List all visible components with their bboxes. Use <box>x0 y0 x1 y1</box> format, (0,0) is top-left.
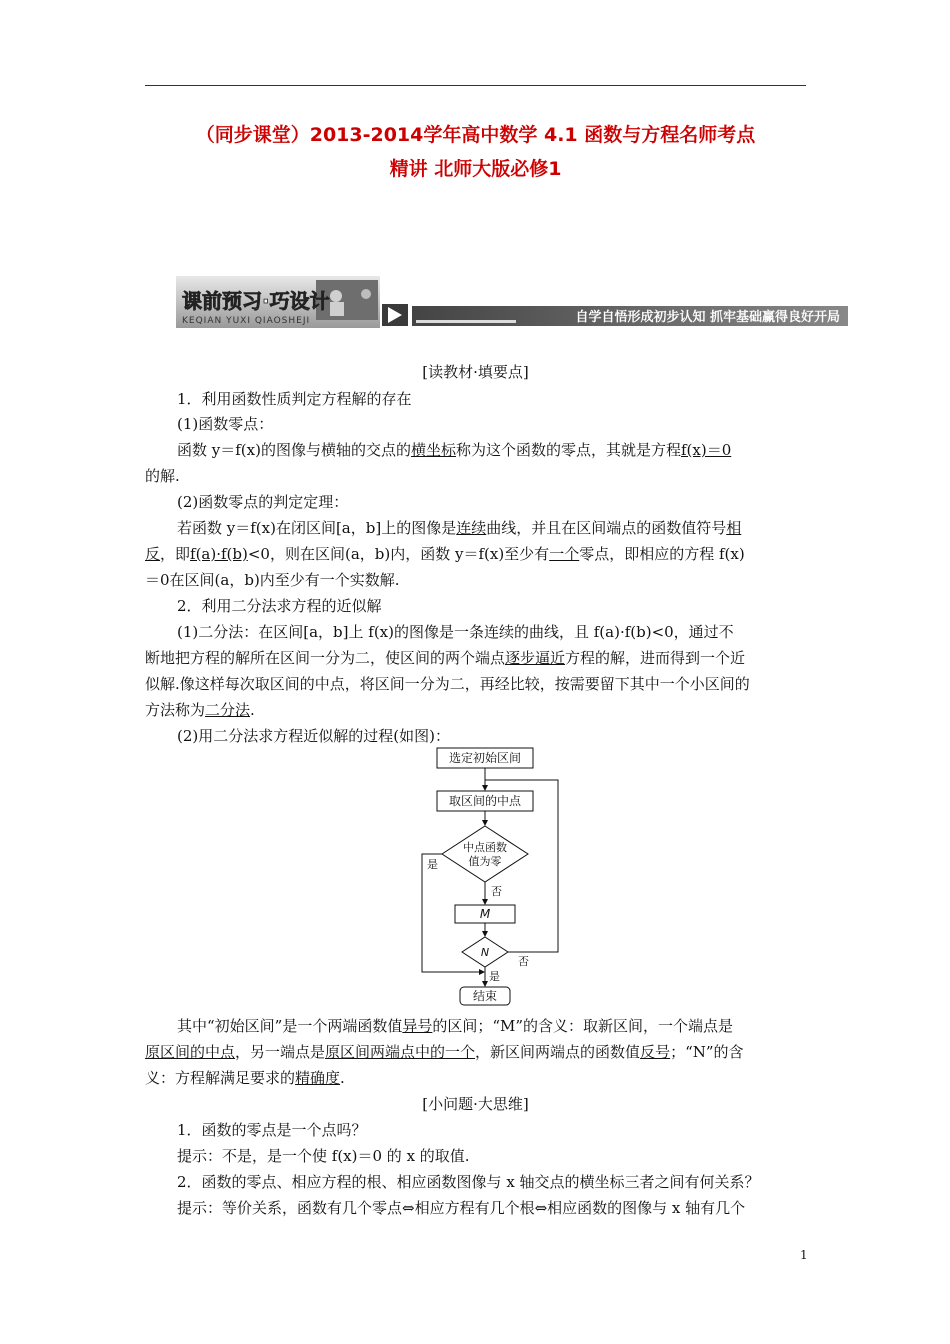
para-2-line2: 反，即f(a)·f(b)<0，则在区间(a，b)内，函数 y＝f(x)至少有一个零点，即相应的方程 f(x) <box>145 545 745 563</box>
banner-slogan: 自学自悟形成初步认知 抓牢基础赢得良好开局 <box>575 310 840 325</box>
blank-opposite-b: 反 <box>145 545 161 563</box>
para-4-line2: 原区间的中点，另一端点是原区间两端点中的一个，新区间两端点的函数值反号；“N”的含 <box>145 1043 744 1061</box>
flow-no-2: 否 <box>518 955 529 968</box>
blank-opposite-sign: 反号 <box>640 1043 671 1061</box>
blank-midpoint: 原区间的中点 <box>145 1043 236 1061</box>
blank-opposite-a: 相 <box>726 519 742 537</box>
doc-title-line2: 精讲 北师大版必修1 <box>389 158 562 180</box>
blank-horizontal-coord: 横坐标 <box>410 441 456 459</box>
flow-yes-2: 是 <box>489 970 500 983</box>
flow-yes-1: 是 <box>427 858 438 871</box>
flow-m-label: M <box>479 907 491 921</box>
item-2: 2．利用二分法求方程的近似解 <box>177 597 382 615</box>
sub-3: (2)用二分法求方程近似解的过程(如图)： <box>177 727 450 745</box>
answer-1: 提示：不是，是一个使 f(x)＝0 的 x 的取值. <box>177 1147 470 1165</box>
bisection-flowchart <box>410 744 570 1010</box>
para-1-line2: 的解. <box>145 467 180 485</box>
flow-decision-line1: 中点函数 <box>463 841 507 854</box>
sub-2: (2)函数零点的判定定理： <box>177 493 349 511</box>
flow-end-label: 结束 <box>472 989 498 1003</box>
doc-title-line1: （同步课堂）2013-2014学年高中数学 4.1 函数与方程名师考点 <box>195 124 756 146</box>
para-2-line3: ＝0在区间(a，b)内至少有一个实数解. <box>145 571 400 589</box>
blank-approach: 逐步逼近 <box>505 649 566 667</box>
para-2-line1: 若函数 y＝f(x)在闭区间[a，b]上的图像是连续曲线，并且在区间端点的函数值符号相 <box>177 519 742 537</box>
flow-no-1: 否 <box>491 885 502 898</box>
flow-decision-zero <box>442 826 528 882</box>
blank-continuous: 连续 <box>456 519 487 537</box>
header-rule <box>145 85 806 86</box>
item-1: 1．利用函数性质判定方程解的存在 <box>177 390 412 408</box>
para-4-line3: 义：方程解满足要求的精确度. <box>145 1069 345 1087</box>
blank-bisection: 二分法 <box>205 701 251 719</box>
para-3-line4: 方法称为二分法. <box>145 701 255 719</box>
page-number: 1 <box>800 1248 808 1262</box>
blank-equation: f(x)＝0 <box>681 441 732 459</box>
flow-step-label: 取区间的中点 <box>448 794 522 808</box>
section-banner <box>176 276 848 328</box>
blank-precision: 精确度 <box>295 1069 341 1087</box>
blank-one: 一个 <box>549 545 580 563</box>
blank-one-endpoint: 原区间两端点中的一个 <box>325 1043 476 1061</box>
section-heading-1: [读教材·填要点] <box>422 363 529 381</box>
para-3-line2: 断地把方程的解所在区间一分为二，使区间的两个端点逐步逼近方程的解，进而得到一个近 <box>145 649 746 667</box>
question-2: 2．函数的零点、相应方程的根、相应函数图像与 x 轴交点的横坐标三者之间有何关系？ <box>177 1173 760 1191</box>
para-4-line1: 其中“初始区间”是一个两端函数值异号的区间；“M”的含义：取新区间，一个端点是 <box>177 1017 734 1035</box>
section-heading-2: [小问题·大思维] <box>422 1095 529 1113</box>
question-1: 1．函数的零点是一个点吗？ <box>177 1121 367 1139</box>
blank-different-sign: 异号 <box>402 1017 433 1035</box>
para-3-line1: (1)二分法：在区间[a，b]上 f(x)的图像是一条连续的曲线，且 f(a)·f(b)<0，通过不 <box>177 623 734 641</box>
blank-product: f(a)·f(b) <box>190 545 248 563</box>
para-1-line1: 函数 y＝f(x)的图像与横轴的交点的横坐标称为这个函数的零点，其就是方程f(x)＝0 <box>177 441 732 459</box>
flow-decision-line2: 值为零 <box>468 855 502 868</box>
flow-n-label: N <box>480 946 490 959</box>
para-3-line3: 似解.像这样每次取区间的中点，将区间一分为二，再经比较，按需要留下其中一个小区间的 <box>145 675 750 693</box>
answer-2: 提示：等价关系，函数有几个零点⇔相应方程有几个根⇔相应函数的图像与 x 轴有几个 <box>177 1199 746 1217</box>
flow-start-label: 选定初始区间 <box>448 751 522 765</box>
banner-logo-pinyin: KEQIAN YUXI QIAOSHEJI <box>182 316 311 326</box>
banner-logo-text: 课前预习·巧设计 <box>182 289 330 313</box>
sub-1: (1)函数零点： <box>177 415 274 433</box>
